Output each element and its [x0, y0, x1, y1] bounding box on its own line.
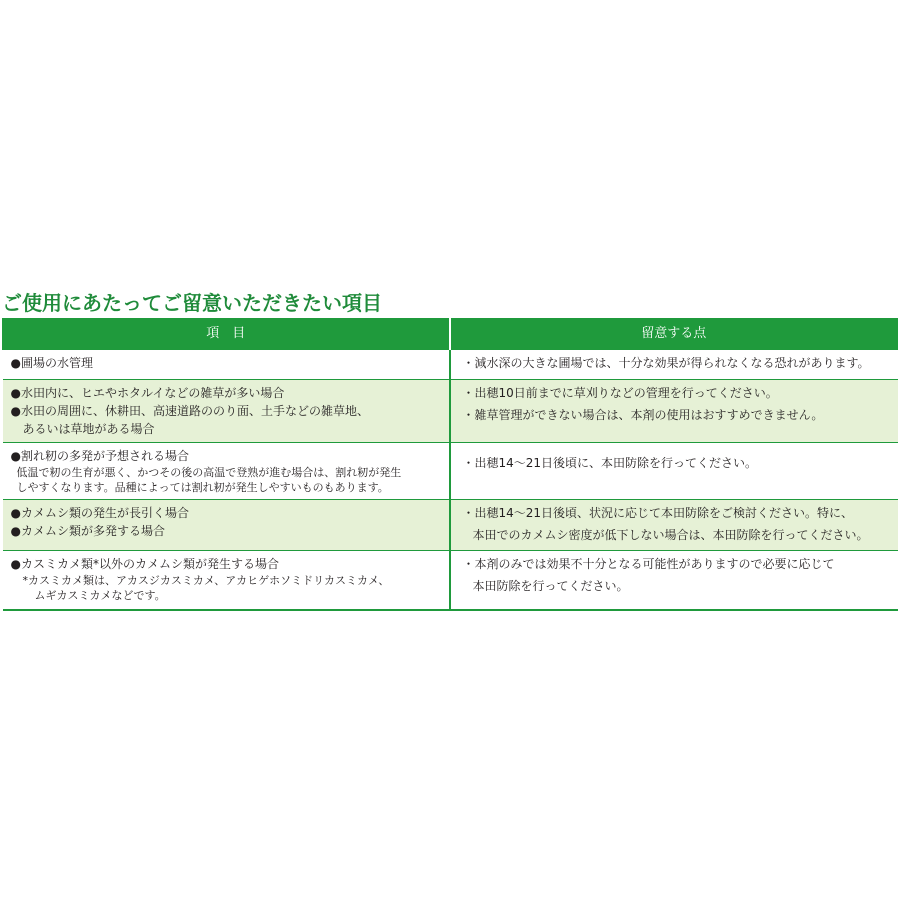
note-text: ・出穂14～21日後頃に、本田防除を行ってください。 — [462, 456, 758, 470]
item-text: ●カメムシ類の発生が長引く場合 — [10, 506, 189, 520]
note-text: ・出穂14～21日後頃、状況に応じて本田防除をご検討ください。特に、 — [462, 506, 854, 520]
note-cell — [450, 500, 898, 551]
note-text: ・雑草管理ができない場合は、本剤の使用はおすすめできません。 — [462, 408, 824, 422]
item-subtext: 低温で籾の生育が悪く、かつその後の高温で登熟が進む場合は、割れ籾が発生 — [16, 466, 402, 479]
table-row — [3, 350, 898, 380]
note-text: 本田防除を行ってください。 — [472, 579, 629, 593]
table-row — [3, 551, 898, 611]
column-header-item: 項 目 — [3, 319, 450, 350]
item-text: ●圃場の水管理 — [10, 356, 93, 370]
note-text: ・減水深の大きな圃場では、十分な効果が得られなくなる恐れがあります。 — [462, 356, 870, 370]
note-text: 本田でのカメムシ密度が低下しない場合は、本田防除を行ってください。 — [472, 528, 869, 542]
item-text: ●水田の周囲に、休耕田、高速道路ののり面、土手などの雑草地、 — [10, 404, 369, 418]
item-text: ●割れ籾の多発が予想される場合 — [10, 449, 189, 463]
note-text: ・出穂10日前までに草刈りなどの管理を行ってください。 — [462, 386, 778, 400]
item-text: ●カメムシ類が多発する場合 — [10, 524, 165, 538]
item-subtext: *カスミカメ類は、アカスジカスミカメ、アカヒゲホソミドリカスミカメ、 — [22, 574, 390, 587]
item-cell — [3, 500, 450, 551]
page-title: ご使用にあたってご留意いただきたい項目 — [2, 291, 382, 315]
item-cell — [3, 443, 450, 500]
item-text: ●水田内に、ヒエやホタルイなどの雑草が多い場合 — [10, 386, 285, 400]
precautions-table — [2, 318, 898, 611]
item-subtext: しやすくなります。品種によっては割れ籾が発生しやすいものもあります。 — [16, 481, 389, 494]
note-cell — [450, 350, 898, 380]
column-header-note: 留意する点 — [450, 319, 898, 350]
table-row — [3, 500, 898, 551]
item-text: ●カスミカメ類*以外のカメムシ類が発生する場合 — [10, 557, 279, 571]
note-text: ・本剤のみでは効果不十分となる可能性がありますので必要に応じて — [462, 557, 835, 571]
table-row — [3, 443, 898, 500]
table-header-row — [3, 319, 898, 350]
item-cell — [3, 380, 450, 443]
item-subtext: ムギカスミカメなどです。 — [34, 589, 166, 602]
note-cell — [450, 443, 898, 500]
table-row — [3, 380, 898, 443]
item-cell — [3, 551, 450, 611]
note-cell — [450, 380, 898, 443]
note-cell — [450, 551, 898, 611]
item-text: あるいは草地がある場合 — [10, 422, 155, 436]
item-cell — [3, 350, 450, 380]
